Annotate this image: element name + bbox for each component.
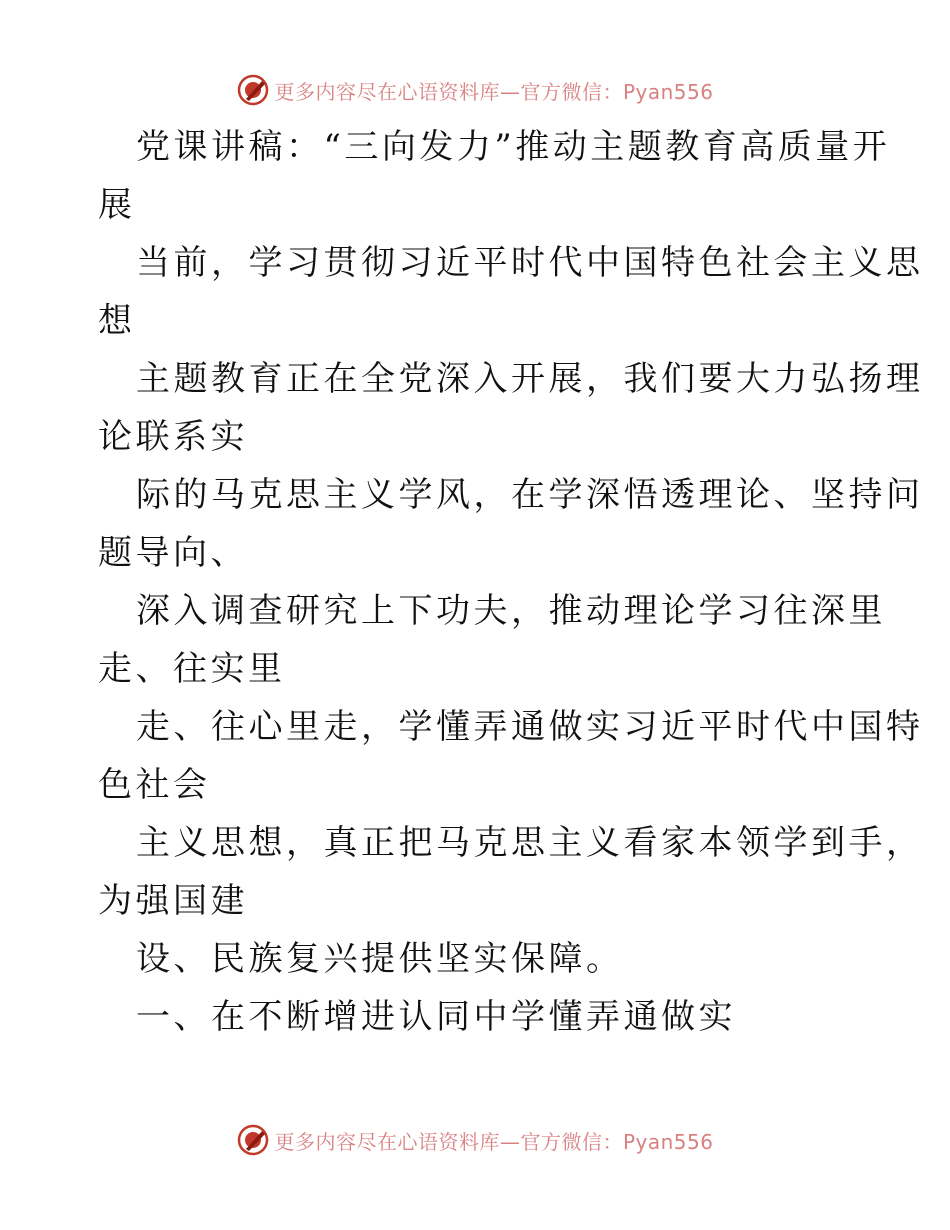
text-line: 论联系实: [98, 417, 248, 457]
text-line: 际的马克思主义学风，在学深悟透理论、坚持问: [136, 475, 924, 515]
text-line: 题导向、: [98, 533, 248, 573]
footer-text: 更多内容尽在心语资料库—官方微信：Pyan556: [274, 1129, 714, 1154]
text-line: 想: [98, 301, 136, 341]
text-line: 深入调查研究上下功夫，推动理论学习往深里: [136, 591, 886, 631]
text-line: 当前，学习贯彻习近平时代中国特色社会主义思: [136, 243, 924, 283]
text-line: 走、往实里: [98, 649, 286, 689]
text-line: 主义思想，真正把马克思主义看家本领学到手，: [136, 823, 924, 863]
text-line: 走、往心里走，学懂弄通做实习近平时代中国特: [136, 707, 924, 747]
circle-pen-icon: [236, 1123, 270, 1157]
text-line: 展: [98, 185, 136, 225]
header-banner: [0, 70, 950, 110]
document-body: [98, 118, 924, 1046]
text-line: 设、民族复兴提供坚实保障。: [136, 939, 624, 979]
text-line: 色社会: [98, 765, 211, 805]
text-line: 主题教育正在全党深入开展，我们要大力弘扬理: [136, 359, 924, 399]
text-line: 为强国建: [98, 881, 248, 921]
circle-pen-icon: [236, 73, 270, 107]
text-line: 党课讲稿：“三向发力”推动主题教育高质量开: [136, 127, 891, 167]
section-heading: 一、在不断增进认同中学懂弄通做实: [136, 997, 736, 1037]
footer-banner: [0, 1120, 950, 1160]
header-text: 更多内容尽在心语资料库—官方微信：Pyan556: [274, 79, 714, 104]
